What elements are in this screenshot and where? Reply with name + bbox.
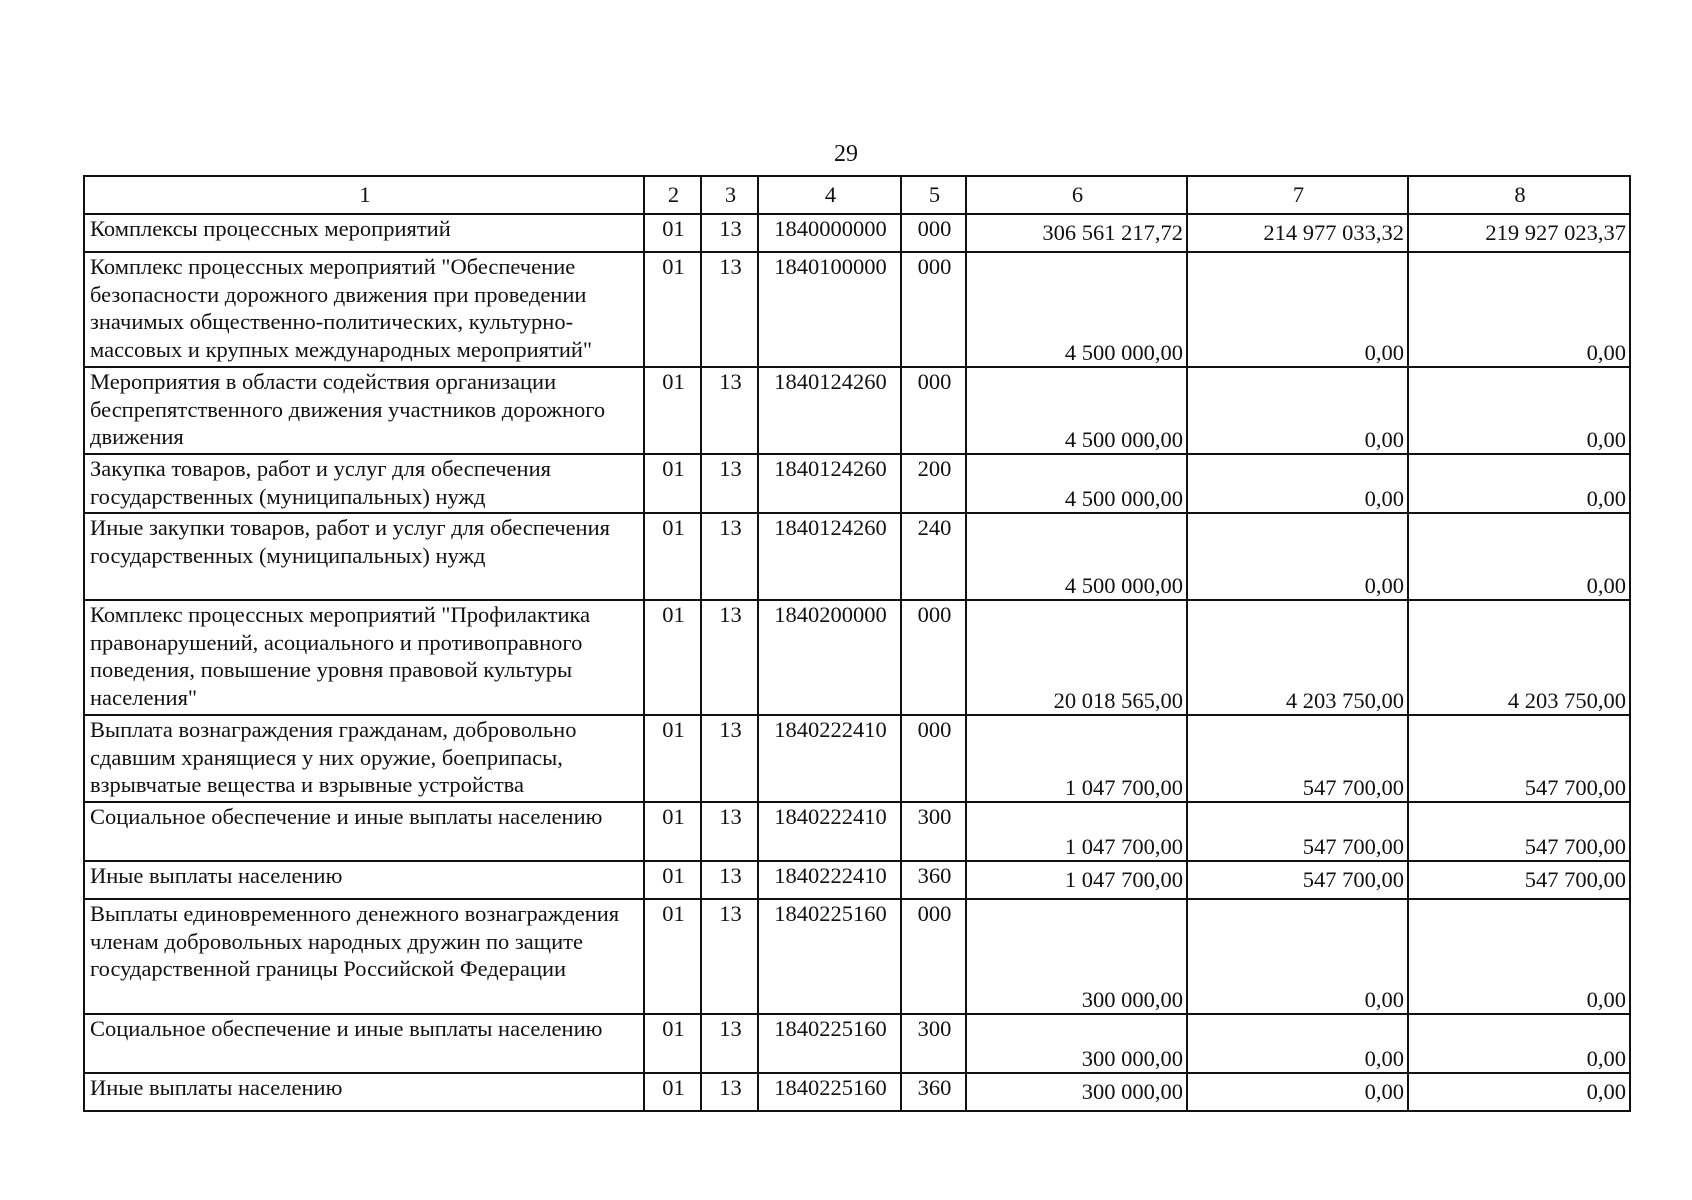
row-amount-6: 300 000,00 <box>966 1073 1187 1111</box>
row-code-5: 300 <box>901 802 966 861</box>
row-code-5: 360 <box>901 1073 966 1111</box>
row-code-2: 01 <box>644 802 701 861</box>
row-code-5: 360 <box>901 861 966 899</box>
row-code-2: 01 <box>644 214 701 252</box>
row-amount-6: 4 500 000,00 <box>966 454 1187 513</box>
header-cell-6: 6 <box>966 176 1187 214</box>
row-code-5: 000 <box>901 214 966 252</box>
row-amount-7: 0,00 <box>1187 1014 1408 1073</box>
row-amount-6: 306 561 217,72 <box>966 214 1187 252</box>
row-amount-6: 1 047 700,00 <box>966 861 1187 899</box>
row-code-2: 01 <box>644 252 701 367</box>
row-code-4: 1840225160 <box>758 899 901 1014</box>
row-amount-7: 0,00 <box>1187 367 1408 454</box>
row-amount-8: 0,00 <box>1408 513 1630 600</box>
header-cell-1: 1 <box>84 176 644 214</box>
row-name: Иные закупки товаров, работ и услуг для обеспечения государственных (муниципальных) нужд <box>84 513 644 600</box>
header-cell-7: 7 <box>1187 176 1408 214</box>
row-amount-6: 4 500 000,00 <box>966 367 1187 454</box>
row-name: Закупка товаров, работ и услуг для обеспечения государственных (муниципальных) нужд <box>84 454 644 513</box>
table-row <box>84 1073 1630 1111</box>
row-name: Комплекс процессных мероприятий "Обеспечение безопасности дорожного движения при проведении значимых общественно-политических, культурно-массовых и крупных международных мероприятий" <box>84 252 644 367</box>
row-name: Иные выплаты населению <box>84 861 644 899</box>
row-name: Социальное обеспечение и иные выплаты населению <box>84 1014 644 1073</box>
row-amount-6: 20 018 565,00 <box>966 600 1187 715</box>
row-amount-7: 0,00 <box>1187 454 1408 513</box>
row-amount-8: 219 927 023,37 <box>1408 214 1630 252</box>
row-amount-8: 0,00 <box>1408 1073 1630 1111</box>
row-amount-8: 4 203 750,00 <box>1408 600 1630 715</box>
row-amount-7: 0,00 <box>1187 252 1408 367</box>
row-amount-8: 547 700,00 <box>1408 802 1630 861</box>
row-code-5: 000 <box>901 899 966 1014</box>
table-row <box>84 600 1630 715</box>
row-amount-6: 1 047 700,00 <box>966 802 1187 861</box>
row-amount-7: 547 700,00 <box>1187 715 1408 802</box>
row-code-5: 000 <box>901 367 966 454</box>
row-name: Иные выплаты населению <box>84 1073 644 1111</box>
row-name: Выплаты единовременного денежного вознаграждения членам добровольных народных дружин по защите государственной границы Российской Федерации <box>84 899 644 1014</box>
row-code-2: 01 <box>644 454 701 513</box>
row-amount-8: 547 700,00 <box>1408 861 1630 899</box>
row-code-4: 1840225160 <box>758 1073 901 1111</box>
row-amount-8: 0,00 <box>1408 1014 1630 1073</box>
row-code-4: 1840200000 <box>758 600 901 715</box>
table-row <box>84 861 1630 899</box>
table-row <box>84 802 1630 861</box>
row-amount-7: 0,00 <box>1187 899 1408 1014</box>
table-row <box>84 1014 1630 1073</box>
row-amount-7: 4 203 750,00 <box>1187 600 1408 715</box>
row-code-3: 13 <box>701 1073 758 1111</box>
row-name: Выплата вознаграждения гражданам, добровольно сдавшим хранящиеся у них оружие, боеприпасы, взрывчатые вещества и взрывные устройства <box>84 715 644 802</box>
row-amount-6: 300 000,00 <box>966 899 1187 1014</box>
row-code-2: 01 <box>644 600 701 715</box>
row-code-4: 1840124260 <box>758 367 901 454</box>
row-amount-6: 4 500 000,00 <box>966 252 1187 367</box>
row-code-5: 000 <box>901 600 966 715</box>
table-row <box>84 899 1630 1014</box>
row-name: Комплексы процессных мероприятий <box>84 214 644 252</box>
header-cell-4: 4 <box>758 176 901 214</box>
row-code-3: 13 <box>701 214 758 252</box>
row-code-5: 300 <box>901 1014 966 1073</box>
row-amount-7: 547 700,00 <box>1187 802 1408 861</box>
table-row <box>84 367 1630 454</box>
row-code-2: 01 <box>644 1073 701 1111</box>
table-row <box>84 715 1630 802</box>
row-amount-7: 547 700,00 <box>1187 861 1408 899</box>
row-amount-7: 0,00 <box>1187 1073 1408 1111</box>
header-cell-3: 3 <box>701 176 758 214</box>
page-number: 29 <box>834 141 858 167</box>
row-code-4: 1840100000 <box>758 252 901 367</box>
row-code-4: 1840124260 <box>758 454 901 513</box>
row-name: Комплекс процессных мероприятий "Профилактика правонарушений, асоциального и противоправного поведения, повышение уровня правовой культуры населения" <box>84 600 644 715</box>
header-cell-8: 8 <box>1408 176 1630 214</box>
table-row <box>84 513 1630 600</box>
row-amount-8: 0,00 <box>1408 367 1630 454</box>
table-row <box>84 454 1630 513</box>
row-code-3: 13 <box>701 600 758 715</box>
row-code-2: 01 <box>644 367 701 454</box>
row-code-3: 13 <box>701 899 758 1014</box>
table-row <box>84 252 1630 367</box>
row-code-3: 13 <box>701 513 758 600</box>
row-amount-8: 0,00 <box>1408 252 1630 367</box>
header-row <box>84 176 1630 214</box>
row-code-2: 01 <box>644 861 701 899</box>
row-code-4: 1840000000 <box>758 214 901 252</box>
row-amount-8: 0,00 <box>1408 454 1630 513</box>
row-code-2: 01 <box>644 899 701 1014</box>
row-amount-6: 1 047 700,00 <box>966 715 1187 802</box>
row-amount-6: 4 500 000,00 <box>966 513 1187 600</box>
row-code-4: 1840222410 <box>758 861 901 899</box>
row-code-4: 1840124260 <box>758 513 901 600</box>
row-code-5: 200 <box>901 454 966 513</box>
header-cell-2: 2 <box>644 176 701 214</box>
row-code-3: 13 <box>701 861 758 899</box>
row-code-3: 13 <box>701 252 758 367</box>
table-row <box>84 214 1630 252</box>
row-code-3: 13 <box>701 454 758 513</box>
row-code-3: 13 <box>701 1014 758 1073</box>
row-amount-6: 300 000,00 <box>966 1014 1187 1073</box>
row-code-5: 000 <box>901 252 966 367</box>
row-amount-8: 547 700,00 <box>1408 715 1630 802</box>
row-code-4: 1840222410 <box>758 802 901 861</box>
row-code-2: 01 <box>644 715 701 802</box>
row-code-3: 13 <box>701 802 758 861</box>
header-cell-5: 5 <box>901 176 966 214</box>
row-code-3: 13 <box>701 715 758 802</box>
row-amount-8: 0,00 <box>1408 899 1630 1014</box>
row-code-3: 13 <box>701 367 758 454</box>
row-name: Социальное обеспечение и иные выплаты населению <box>84 802 644 861</box>
row-name: Мероприятия в области содействия организации беспрепятственного движения участников дорожного движения <box>84 367 644 454</box>
row-code-2: 01 <box>644 513 701 600</box>
row-code-2: 01 <box>644 1014 701 1073</box>
row-code-5: 000 <box>901 715 966 802</box>
row-code-4: 1840222410 <box>758 715 901 802</box>
budget-table <box>83 175 1631 1112</box>
row-amount-7: 0,00 <box>1187 513 1408 600</box>
row-code-4: 1840225160 <box>758 1014 901 1073</box>
row-amount-7: 214 977 033,32 <box>1187 214 1408 252</box>
row-code-5: 240 <box>901 513 966 600</box>
